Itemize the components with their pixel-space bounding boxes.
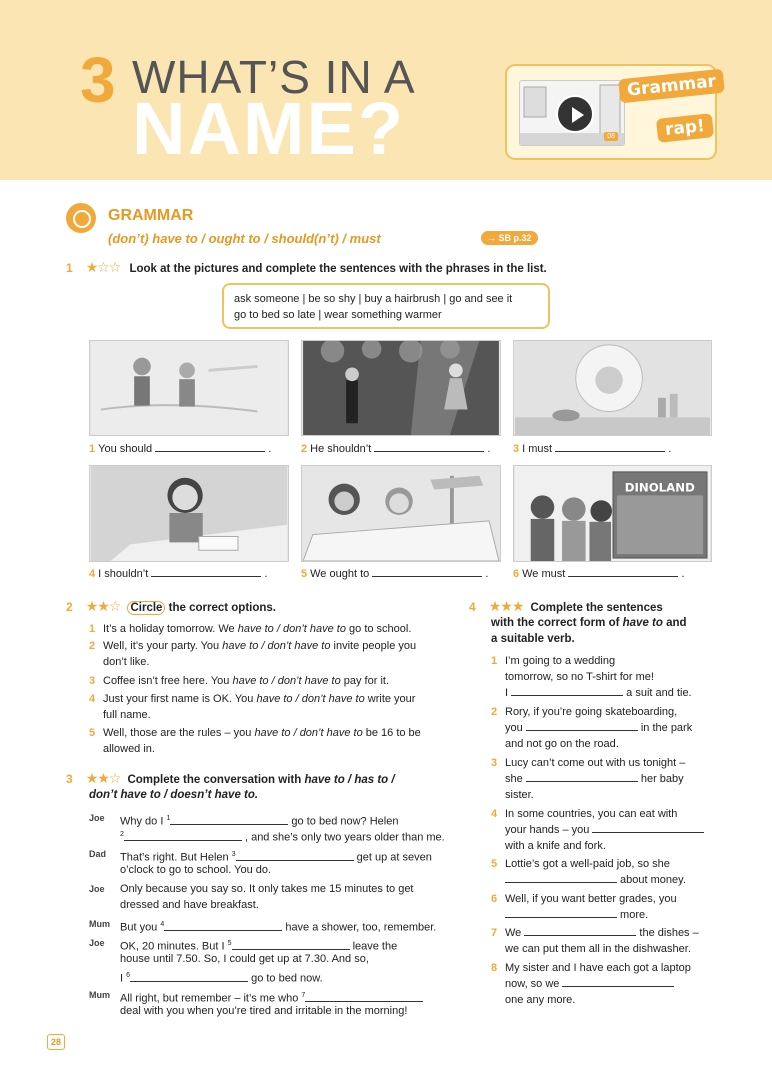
exercise-2-item: 4 Just your first name is OK. You have to / don’t have to write your xyxy=(89,693,416,705)
exercise-4-line: about money. xyxy=(491,873,686,888)
answer-blank[interactable] xyxy=(236,851,354,861)
exercise-3-heading xyxy=(66,771,436,788)
gap-number: 3 xyxy=(231,851,236,858)
exercise-2-item: 1 It’s a holiday tomorrow. We have to / don’t have to go to school. xyxy=(89,623,412,635)
exercise-2-item: allowed in. xyxy=(103,743,155,755)
dialogue-line: OK, 20 minutes. But I $^5$ leave the xyxy=(120,940,398,953)
dialogue-line: o’clock to go to school. You do. xyxy=(120,864,272,876)
exercise-instruction-options: have to / has to / xyxy=(304,774,395,786)
exercise-4-line: she her baby xyxy=(505,773,684,785)
exercise-2-item: full name. xyxy=(103,709,151,721)
phrase-list-line: ask someone | be so shy | buy a hairbrush | go and see it xyxy=(234,293,513,305)
exercise-1-heading xyxy=(66,259,547,276)
answer-blank[interactable] xyxy=(505,873,617,883)
dialogue-line: But you $^4$ have a shower, too, remember. xyxy=(120,921,437,934)
answer-blank[interactable] xyxy=(505,908,617,918)
exercise-4-line: 2 Rory, if you’re going skateboarding, xyxy=(491,706,678,718)
difficulty-stars: ★★☆ xyxy=(85,770,121,786)
answer-blank[interactable] xyxy=(526,721,638,731)
rap-label: rap! xyxy=(656,113,714,143)
caption-6: 6 We must . xyxy=(513,568,685,580)
answer-blank[interactable] xyxy=(526,772,638,782)
video-number-badge: 08 xyxy=(604,132,618,141)
answer-blank[interactable] xyxy=(568,567,678,577)
exercise-4-line: you in the park xyxy=(505,722,693,734)
dialogue-line: $^2$ , and she’s only two years older than me. xyxy=(120,831,445,844)
answer-blank[interactable] xyxy=(592,823,704,833)
exercise-4-line: with a knife and fork. xyxy=(505,840,606,852)
picture-5-map xyxy=(301,465,501,562)
exercise-4-line: 7 We the dishes – xyxy=(491,927,699,939)
unit-title-line1: WHAT’S IN A xyxy=(132,51,416,103)
unit-number: 3 xyxy=(80,44,116,116)
circle-keyword: Circle xyxy=(127,601,165,615)
gap-number: 7 xyxy=(301,992,306,999)
exercise-4-line: 3 Lucy can’t come out with us tonight – xyxy=(491,757,686,769)
gap-number: 6 xyxy=(126,972,131,979)
dialogue-line: That’s right. But Helen $^3$ get up at seven xyxy=(120,851,432,864)
difficulty-stars: ★☆☆ xyxy=(85,259,121,275)
grammar-rap-label: Grammar xyxy=(618,69,725,104)
answer-blank[interactable] xyxy=(170,815,288,825)
exercise-number: 2 xyxy=(66,600,73,614)
exercise-4-heading-line2: with the correct form of have to and xyxy=(491,617,687,629)
exercise-4-heading-line3: a suitable verb. xyxy=(491,633,575,645)
exercise-4-heading xyxy=(469,599,663,616)
exercise-4-line: one any more. xyxy=(505,994,576,1006)
speaker-name: Mum xyxy=(89,990,110,1000)
caption-2: 2 He shouldn’t . xyxy=(301,443,491,455)
answer-blank[interactable] xyxy=(305,992,423,1002)
exercise-instruction: Look at the pictures and complete the sentences with the phrases in the list. xyxy=(129,263,547,275)
exercise-4-line: 8 My sister and I have each got a laptop xyxy=(491,962,691,974)
answer-blank[interactable] xyxy=(562,977,674,987)
exercise-instruction: Complete the conversation with xyxy=(127,774,305,786)
exercise-instruction: the correct options. xyxy=(165,602,276,614)
caption-4: 4 I shouldn’t . xyxy=(89,568,268,580)
phrase-list-line: go to bed so late | wear something warmer xyxy=(234,309,442,321)
speaker-name: Dad xyxy=(89,849,107,859)
exercise-2-heading xyxy=(66,599,276,616)
exercise-4-line: sister. xyxy=(505,789,534,801)
answer-blank[interactable] xyxy=(164,921,282,931)
answer-blank[interactable] xyxy=(151,567,261,577)
exercise-2-item: don’t like. xyxy=(103,656,150,668)
answer-blank[interactable] xyxy=(524,926,636,936)
answer-blank[interactable] xyxy=(124,831,242,841)
phrase-list-box xyxy=(222,283,550,329)
option-choice[interactable]: have to / don’t have to xyxy=(232,675,341,687)
students-book-reference[interactable]: → SB p.32 xyxy=(481,231,538,245)
exercise-instruction-options: don’t have to / doesn’t have to. xyxy=(89,789,259,801)
answer-blank[interactable] xyxy=(130,972,248,982)
exercise-2-item: 5 Well, those are the rules – you have to / don’t have to be 16 to be xyxy=(89,727,421,739)
exercise-4-line: 4 In some countries, you can eat with xyxy=(491,808,678,820)
answer-blank[interactable] xyxy=(555,442,665,452)
picture-1-cold-kids xyxy=(89,340,289,436)
exercise-4-line: now, so we xyxy=(491,977,674,992)
picture-3-mirror xyxy=(513,340,712,436)
dialogue-line: deal with you when you’re tired and irritable in the morning! xyxy=(120,1005,408,1017)
play-icon[interactable] xyxy=(556,95,594,133)
option-choice[interactable]: have to / don’t have to xyxy=(254,727,363,739)
exercise-number: 3 xyxy=(66,772,73,786)
exercise-3-heading-line2 xyxy=(89,788,258,803)
page-number: 28 xyxy=(47,1034,65,1050)
answer-blank[interactable] xyxy=(372,567,482,577)
dialogue-line: dressed and have breakfast. xyxy=(120,899,259,911)
exercise-instruction: Complete the sentences xyxy=(530,602,663,614)
dialogue-line: I $^6$ go to bed now. xyxy=(120,972,323,985)
section-subtitle: (don’t) have to / ought to / should(n’t) / must xyxy=(108,231,381,246)
answer-blank[interactable] xyxy=(511,686,623,696)
dialogue-line: All right, but remember – it’s me who $^7$ xyxy=(120,988,423,1007)
speaker-name: Joe xyxy=(89,813,105,823)
answer-blank[interactable] xyxy=(232,940,350,950)
answer-blank[interactable] xyxy=(374,442,484,452)
exercise-number: 4 xyxy=(469,600,476,614)
gap-number: 5 xyxy=(227,940,232,947)
gap-number: 2 xyxy=(120,831,124,838)
section-title: GRAMMAR xyxy=(108,207,194,224)
grammar-icon xyxy=(66,203,96,233)
video-thumbnail[interactable] xyxy=(519,80,625,146)
exercise-2-item: 2 Well, it’s your party. You have to / don’t have to invite people you xyxy=(89,640,417,652)
dinoland-sign-text: DINOLAND xyxy=(624,480,695,495)
exercise-4-line: and not go on the road. xyxy=(505,738,619,750)
grammar-rap-video-card[interactable] xyxy=(505,64,717,160)
dialogue-line: house until 7.50. So, I could get up at 7.30. And so, xyxy=(120,953,369,965)
exercise-4-line: 6 Well, if you want better grades, you xyxy=(491,893,677,905)
picture-2-stage xyxy=(301,340,501,436)
exercise-4-line: I a suit and tie. xyxy=(505,687,692,699)
exercise-4-line: more. xyxy=(491,908,648,923)
exercise-4-line: 5 Lottie’s got a well-paid job, so she xyxy=(491,858,670,870)
speaker-name: Joe xyxy=(89,938,105,948)
exercise-4-line: your hands – you xyxy=(491,823,704,838)
difficulty-stars: ★★☆ xyxy=(85,598,121,614)
option-choice[interactable]: have to / don’t have to xyxy=(256,693,365,705)
caption-1: 1 You should . xyxy=(89,443,272,455)
speaker-name: Joe xyxy=(89,884,105,894)
dialogue-line: Why do I $^1$ go to bed now? Helen xyxy=(120,815,399,828)
exercise-4-line: tomorrow, so no T-shirt for me! xyxy=(505,671,654,683)
option-choice[interactable]: have to / don’t have to xyxy=(237,623,346,635)
caption-3: 3 I must . xyxy=(513,443,672,455)
gap-number: 4 xyxy=(160,921,165,928)
picture-4-tired-girl xyxy=(89,465,289,562)
difficulty-stars: ★★★ xyxy=(488,598,524,614)
dialogue-line: Only because you say so. It only takes me 15 minutes to get xyxy=(120,883,414,895)
exercise-2-item: 3 Coffee isn’t free here. You have to / don’t have to pay for it. xyxy=(89,675,389,687)
answer-blank[interactable] xyxy=(155,442,265,452)
caption-5: 5 We ought to . xyxy=(301,568,489,580)
unit-title-line2: NAME? xyxy=(132,87,406,170)
unit-header xyxy=(0,0,772,180)
exercise-number: 1 xyxy=(66,261,73,275)
speaker-name: Mum xyxy=(89,919,110,929)
picture-6-dinoland xyxy=(513,465,712,562)
exercise-4-line: we can put them all in the dishwasher. xyxy=(505,943,691,955)
gap-number: 1 xyxy=(166,815,171,822)
exercise-4-line: 1 I’m going to a wedding xyxy=(491,655,616,667)
option-choice[interactable]: have to / don’t have to xyxy=(222,640,331,652)
